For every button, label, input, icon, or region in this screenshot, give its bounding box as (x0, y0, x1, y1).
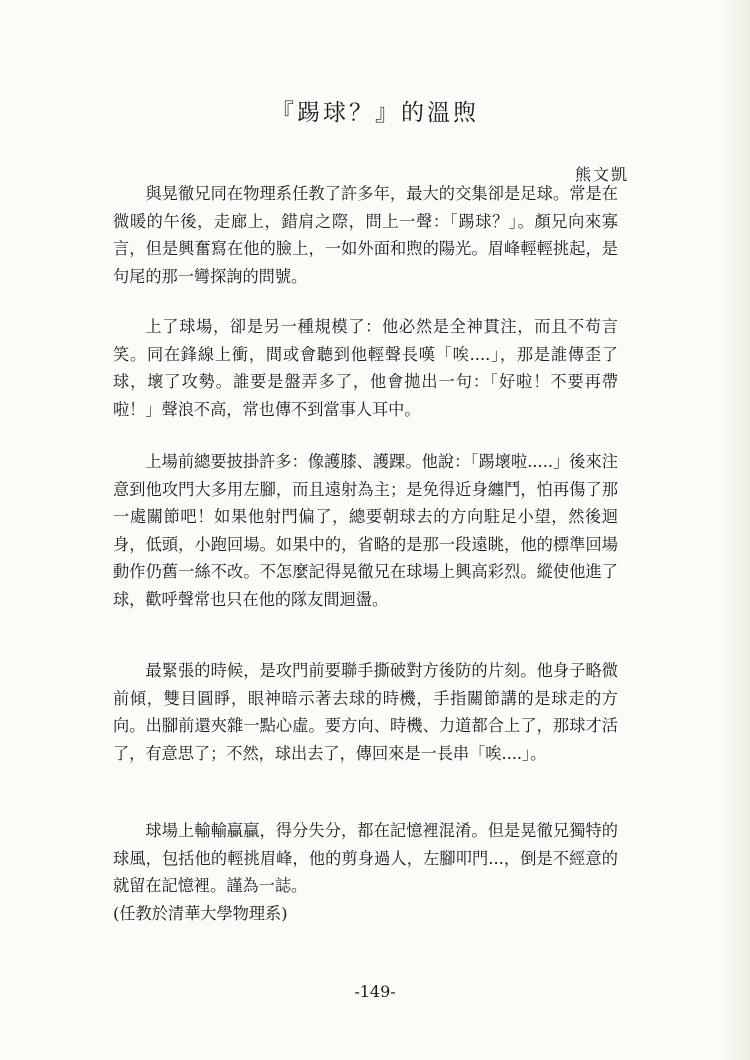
article-title: 『踢球？』的溫煦 (271, 100, 479, 126)
author-name: 熊文凱 (574, 165, 629, 184)
paragraph-5: 球場上輸輸贏贏，得分失分，都在記憶裡混淆。但是晃徹兄獨特的球風，包括他的輕挑眉峰，他的剪身過人，左腳叩門...，倒是不經意的就留在記憶裡。謹為一誌。 (113, 821, 618, 895)
page-edge-shadow (720, 0, 750, 1060)
paragraph-3: 上場前總要披掛許多：像護膝、護踝。他說：「踢壞啦.....」後來注意到他攻門大多用左腳，而且遠射為主；是免得近身纏鬥，怕再傷了那一處關節吧！如果他射門偏了，總要朝球去的方向駐足小望，然後迴身，低頭，小跑回場。如果中的，省略的是那一段遠眺，他的標準回場動作仍舊一絲不改。不怎麼記得晃徹兄在球場上興高彩烈。縱使他進了球，歡呼聲常也只在他的隊友間迴盪。 (113, 452, 618, 609)
paragraph-1: 與晃徹兄同在物理系任教了許多年，最大的交集卻是足球。常是在微暖的午後，走廊上，錯肩之際，問上一聲：「踢球？」。顏兄向來寡言，但是興奮寫在他的臉上，一如外面和煦的陽光。眉峰輕輕挑起，是句尾的那一彎探詢的問號。 (113, 184, 618, 286)
paragraph-2: 上了球場，卻是另一種規模了：他必然是全神貫注，而且不苟言笑。同在鋒線上衝，間或會聽到他輕聲長嘆「唉....」，那是誰傳歪了球，壞了攻勢。誰要是盤弄多了，他會拋出一句：「好啦！不要再帶啦！」聲浪不高，常也傳不到當事人耳中。 (113, 317, 618, 419)
page-number: -149- (354, 982, 396, 1001)
author-affiliation: (任教於清華大學物理系) (113, 904, 288, 923)
paragraph-4: 最緊張的時候，是攻門前要聯手撕破對方後防的片刻。他身子略微前傾，雙目圓睜，眼神暗示著去球的時機，手指關節講的是球走的方向。出腳前還夾雜一點心虛。要方向、時機、力道都合上了，那球才活了，有意思了；不然，球出去了，傳回來是一長串「唉....」。 (113, 661, 618, 763)
